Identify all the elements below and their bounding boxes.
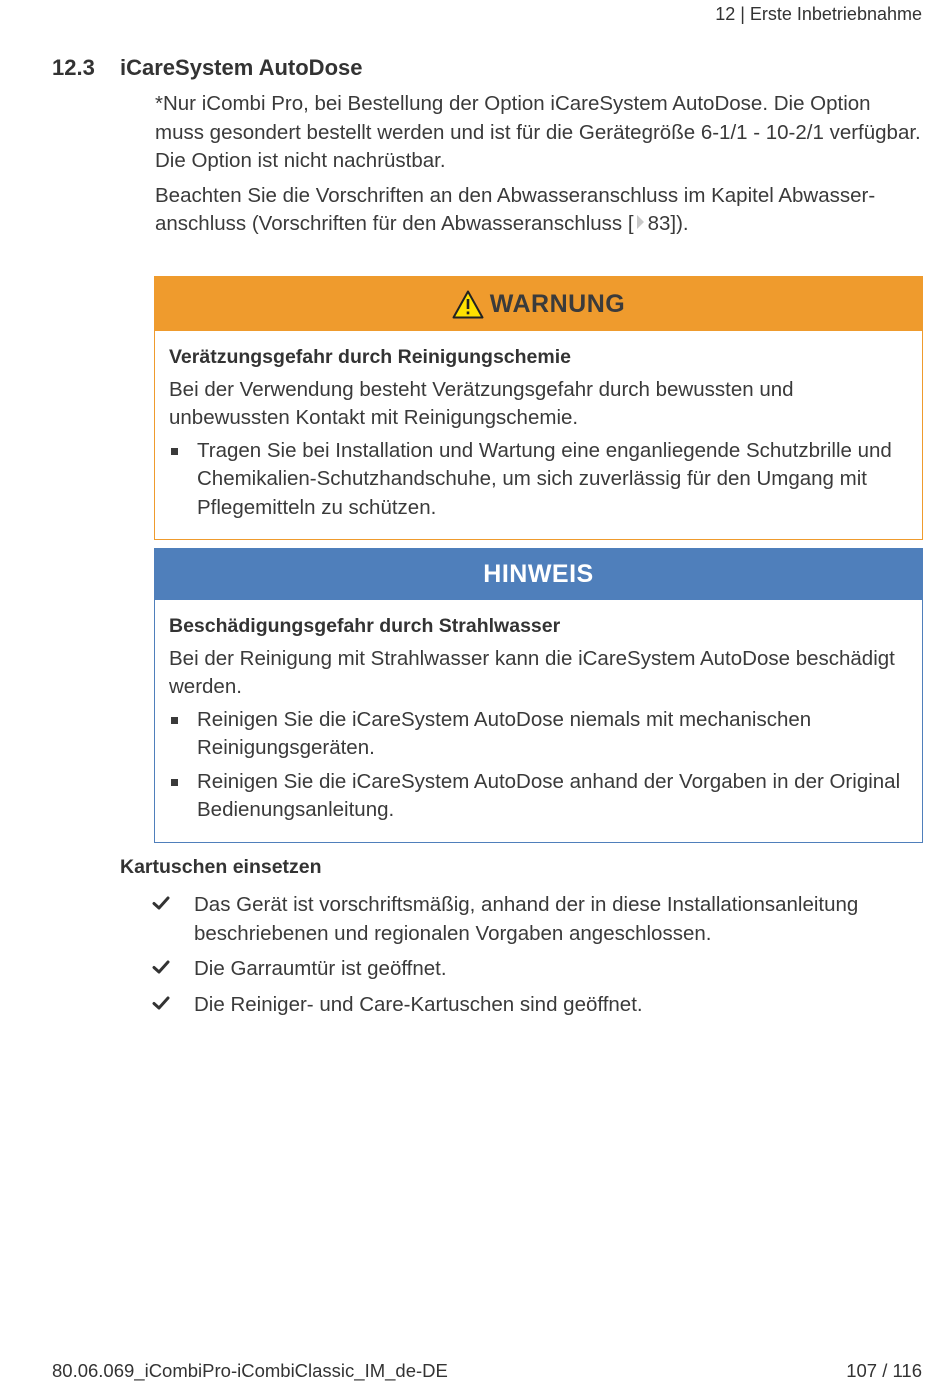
notice-text: Bei der Reinigung mit Strahlwasser kann die iCareSystem AutoDose beschädigt werden. xyxy=(169,646,895,698)
notice-content xyxy=(155,600,922,842)
warning-text: Bei der Verwendung besteht Verätzungsgefahr durch bewussten und unbewussten Kontakt mit Reinigungschemie. xyxy=(169,377,794,429)
warning-content xyxy=(155,331,922,539)
notice-list xyxy=(169,706,908,825)
list-item: Reinigen Sie die iCareSystem AutoDose anhand der Vorgaben in der Original Bedienungsanleitung. xyxy=(169,768,908,825)
prerequisite-text: Das Gerät ist vorschriftsmäßig, anhand der in diese Installationsanleitung beschriebenen und regionalen Vorgaben angeschlossen. xyxy=(194,893,859,945)
warning-triangle-icon xyxy=(452,290,484,319)
intro-paragraph-2: Die Option ist nicht nachrüstbar. xyxy=(155,149,446,172)
cross-reference-arrow-icon xyxy=(637,215,644,229)
prerequisite-list xyxy=(152,891,922,1026)
prerequisite-text: Die Garraumtür ist geöffnet. xyxy=(194,957,447,980)
footer-page-number: 107 / 116 xyxy=(846,1360,922,1381)
warning-title: WARNUNG xyxy=(489,289,626,318)
section-number: 12.3 xyxy=(52,55,95,80)
cross-reference-link[interactable]: 83 xyxy=(647,212,671,235)
warning-list xyxy=(169,437,908,523)
notice-title: HINWEIS xyxy=(483,560,594,588)
footer-document-id: 80.06.069_iCombiPro-iCombiClassic_IM_de-DE xyxy=(52,1360,448,1381)
procedure-heading: Kartuschen einsetzen xyxy=(120,856,322,878)
checkmark-icon xyxy=(152,895,170,911)
section-title: iCareSystem AutoDose xyxy=(120,55,363,80)
intro-text xyxy=(155,90,925,239)
section-heading xyxy=(52,55,362,81)
notice-box xyxy=(154,548,923,843)
notice-subtitle: Beschädigungsgefahr durch Strahlwasser xyxy=(169,615,561,637)
intro-paragraph-3-end: ]). xyxy=(670,212,689,235)
intro-paragraph-3 xyxy=(155,182,925,239)
notice-header xyxy=(155,549,922,600)
prerequisite-text: Die Reiniger- und Care-Kartuschen sind geöffnet. xyxy=(194,992,643,1016)
list-item xyxy=(152,891,922,948)
list-item: Reinigen Sie die iCareSystem AutoDose niemals mit mechanischen Reinigungsgeräten. xyxy=(169,706,908,763)
warning-box xyxy=(154,276,923,540)
intro-paragraph-1: *Nur iCombi Pro, bei Bestellung der Option iCareSystem AutoDose. Die Option muss gesondert bestellt werden und ist für die Gerätegröße 6-1/1 - 10-2/1 verfügbar. xyxy=(155,92,921,144)
running-header: 12 | Erste Inbetriebnahme xyxy=(715,4,922,24)
checkmark-icon xyxy=(152,959,170,975)
warning-subtitle: Verätzungsgefahr durch Reinigungschemie xyxy=(169,346,571,368)
list-item xyxy=(152,955,922,984)
intro-paragraph-3-text: Beachten Sie die Vorschriften an den Abwasseranschluss im Kapitel Abwasseranschluss (Vorschriften für den Abwasseranschluss [ xyxy=(155,183,876,235)
checkmark-icon xyxy=(152,995,170,1011)
warning-header xyxy=(155,277,922,331)
list-item: Tragen Sie bei Installation und Wartung eine enganliegende Schutzbrille und Chemikalien-Schutzhandschuhe, um sich zuverlässig für den Umgang mit Pflegemitteln zu schützen. xyxy=(169,437,908,523)
list-item xyxy=(152,991,922,1020)
